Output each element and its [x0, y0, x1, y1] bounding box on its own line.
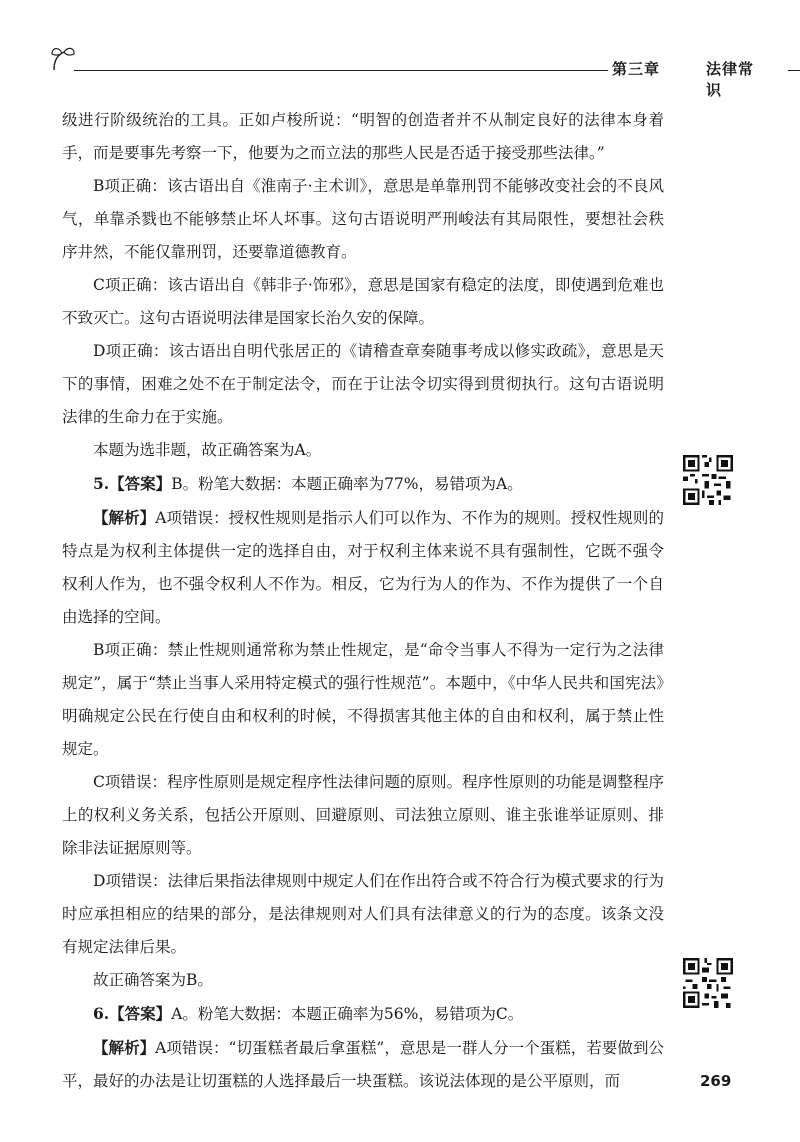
header-rule-tail	[788, 70, 800, 71]
page-body	[62, 104, 664, 1098]
qr-code-question-5[interactable]	[683, 455, 733, 505]
paragraph: D项正确：该古语出自明代张居正的《请稽查章奏随事考成以修实政疏》，意思是天下的事情，困难之处不在于制定法令，而在于让法令切实得到贯彻执行。这句古语说明法律的生命力在于实施。	[62, 342, 664, 426]
paragraph: 级进行阶级统治的工具。正如卢梭所说：“明智的创造者并不从制定良好的法律本身着手，而是要事先考察一下，他要为之而立法的那些人民是否适于接受那些法律。”	[62, 111, 664, 162]
paragraph: 【解析】A项错误：“切蛋糕者最后拿蛋糕”，意思是一群人分一个蛋糕，若要做到公平，最好的办法是让切蛋糕的人选择最后一块蛋糕。该说法体现的是公平原则，而	[62, 1038, 664, 1090]
running-header	[48, 44, 760, 99]
paragraph: 本题为选非题，故正确答案为A。	[93, 441, 322, 459]
analysis-label: 【解析】	[93, 508, 156, 527]
answer-label: 6.【答案】	[93, 1004, 172, 1023]
answer-line: 5.【答案】B。粉笔大数据：本题正确率为77%，易错项为A。	[93, 474, 523, 493]
paragraph: D项错误：法律后果指法律规则中规定人们在作出符合或不符合行为模式要求的行为时应承担相应的结果的部分，是法律规则对人们具有法律意义的行为的态度。该条文没有规定法律后果。	[62, 872, 664, 956]
topic-label: 法律常识	[706, 58, 760, 100]
qr-code-question-6[interactable]	[683, 958, 733, 1008]
paragraph: B项正确：该古语出自《淮南子·主术训》，意思是单靠刑罚不能够改变社会的不良风气，单靠杀戮也不能够禁止坏人坏事。这句古语说明严刑峻法有其局限性，要想社会秩序井然，不能仅靠刑罚，还要靠道德教育。	[62, 177, 664, 261]
paragraph: C项错误：程序性原则是规定程序性法律问题的原则。程序性原则的功能是调整程序上的权利义务关系，包括公开原则、回避原则、司法独立原则、谁主张谁举证原则、排除非法证据原则等。	[62, 773, 664, 857]
answer-line: 6.【答案】A。粉笔大数据：本题正确率为56%，易错项为C。	[93, 1004, 524, 1023]
chapter-label: 第三章	[608, 58, 660, 79]
answer-label: 5.【答案】	[93, 474, 172, 493]
paragraph: 故正确答案为B。	[93, 971, 213, 989]
paragraph: C项正确：该古语出自《韩非子·饰邪》，意思是国家有稳定的法度，即使遇到危难也不致灭亡。这句古语说明法律是国家长治久安的保障。	[62, 276, 664, 327]
paragraph: 【解析】A项错误：授权性规则是指示人们可以作为、不作为的规则。授权性规则的特点是为权利主体提供一定的选择自由，对于权利主体来说不具有强制性，它既不强令权利人作为，也不强令权利人不作为。相反，它为行为人的作为、不作为提供了一个自由选择的空间。	[62, 508, 664, 626]
analysis-label: 【解析】	[93, 1038, 156, 1057]
page-number: 269	[700, 1072, 732, 1090]
header-rule	[74, 70, 634, 71]
paragraph: B项正确：禁止性规则通常称为禁止性规定，是“命令当事人不得为一定行为之法律规定”，属于“禁止当事人采用特定模式的强行性规范”。本题中，《中华人民共和国宪法》明确规定公民在行使自由和权利的时候，不得损害其他主体的自由和权利，属于禁止性规定。	[62, 641, 664, 758]
